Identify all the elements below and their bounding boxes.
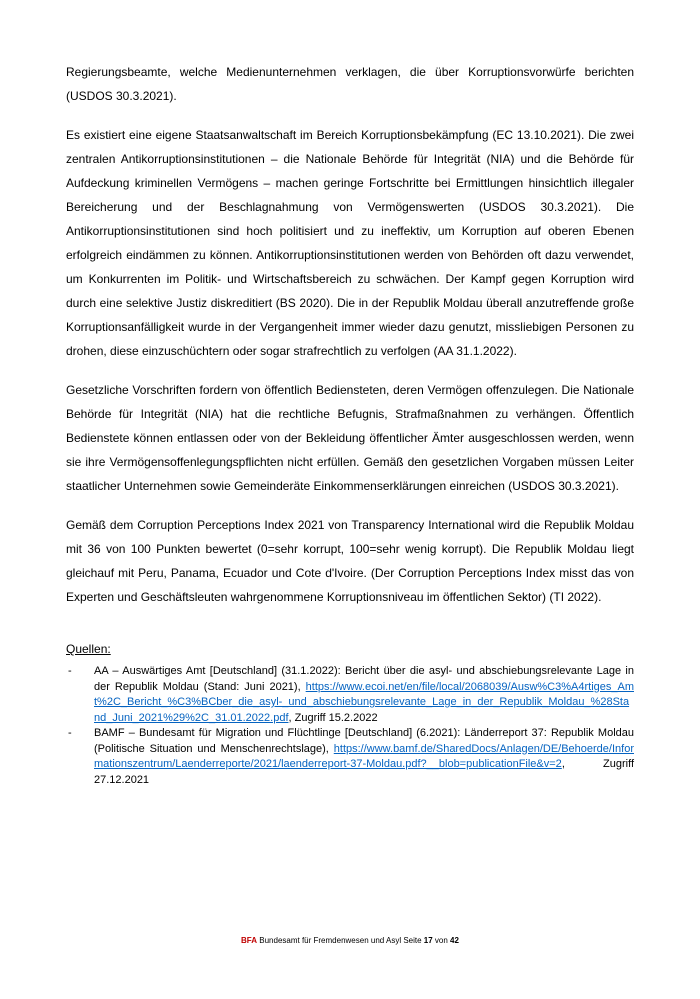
source-access-date: , Zugriff 15.2.2022 [288,711,378,724]
source-citation-text: AA – Auswärtiges Amt [Deutschland] (31.1.2022): Bericht über die asyl- und abschiebungsrelevante Lage in der Republik Moldau (Stand: Juni 2021), [94,665,634,693]
source-access-date: , Zugriff 27.12.2021 [94,758,634,786]
paragraph-asset-disclosure: Gesetzliche Vorschriften fordern von öffentlich Bediensteten, deren Vermögen offenzulegen. Die Nationale Behörde für Integrität (NIA) hat die rechtliche Befugnis, Strafmaßnahmen zu verhängen. Öffentlich Bedienstete können entlassen oder von der Bekleidung öffentlicher Ämter ausgeschlossen werden, wenn sie ihre Vermögensoffenlegungspflichten nicht erfüllen. Gemäß den gesetzlichen Vorgaben müssen Leiter staatlicher Unternehmen sowie Gemeinderäte Einkommenserklärungen einreichen (USDOS 30.3.2021). [66,383,634,493]
sources-heading [66,641,634,657]
bullet-dash: - [68,727,72,739]
page-footer [0,936,700,946]
source-text [94,665,634,724]
source-text [94,727,634,786]
paragraph-anticorruption-institutions: Es existiert eine eigene Staatsanwaltschaft im Bereich Korruptionsbekämpfung (EC 13.10.2021). Die zwei zentralen Antikorruptionsinstitutionen – die Nationale Behörde für Integrität (NIA) und die Behörde für Aufdeckung kriminellen Vermögens – machen geringe Fortschritte bei Ermittlungen hinsichtlich illegaler Bereicherung und der Beschlagnahmung von Vermögenswerten (USDOS 30.3.2021). Die Antikorruptionsinstitutionen sind hoch politisiert und zu ineffektiv, um Korruption auf oberen Ebenen erfolgreich eindämmen zu können. Antikorruptionsinstitutionen werden von Behörden oft dazu verwendet, um Konkurrenten im Politik- und Wirtschaftsbereich zu schwächen. Der Kampf gegen Korruption wird durch eine selektive Justiz diskreditiert (BS 2020). Die in der Republik Moldau überall anzutreffende große Korruptionsanfälligkeit wurde in der Vergangenheit immer wieder dazu genutzt, missliebigen Personen zu drohen, diese einzuschüchtern oder sogar strafrechtlich zu verfolgen (AA 31.1.2022). [66,128,634,358]
footer-page-total: 42 [450,936,459,945]
footer-org-name: Bundesamt für Fremdenwesen und Asyl [257,936,404,945]
footer-page-current: 17 [423,936,433,945]
paragraph-corruption-index: Gemäß dem Corruption Perceptions Index 2021 von Transparency International wird die Republik Moldau mit 36 von 100 Punkten bewertet (0=sehr korrupt, 100=sehr wenig korrupt). Die Republik Moldau liegt gleichauf mit Peru, Panama, Ecuador und Cote d'Ivoire. (Der Corruption Perceptions Index misst das von Experten und Geschäftsleuten wahrgenommene Korruptionsniveau im öffentlichen Sektor) (TI 2022). [66,518,634,604]
footer-page-label: Seite [403,936,424,945]
document-body [66,60,634,788]
sources-heading-label: Quellen: [66,642,111,656]
source-list-item-aa [66,664,634,726]
bullet-dash: - [68,665,72,677]
source-list-item-bamf [66,726,634,788]
footer-org-abbr: BFA [241,936,258,945]
source-citation-text: BAMF – Bundesamt für Migration und Flüchtlinge [Deutschland] (6.2021): Länderreport 37: Republik Moldau (Politische Situation und Menschenrechtslage), [94,727,634,755]
footer-page-of: von [432,936,451,945]
source-link-ecoi[interactable]: https://www.ecoi.net/en/file/local/2068039/Ausw%C3%A4rtiges_Amt%2C_Bericht_%C3%BCber_die_asyl-_und_abschiebungsrelevante_Lage_in_der_Republik_Moldau_%28Stand_Juni_2021%29%2C_31.01.2022.pdf [94,680,634,724]
paragraph-intro: Regierungsbeamte, welche Medienunternehmen verklagen, die über Korruptionsvorwürfe berichten (USDOS 30.3.2021). [66,65,634,103]
source-link-bamf[interactable]: https://www.bamf.de/SharedDocs/Anlagen/DE/Behoerde/Informationszentrum/Laenderreporte/2021/laenderreport-37-Moldau.pdf?__blob=publicationFile&v=2 [94,742,634,770]
